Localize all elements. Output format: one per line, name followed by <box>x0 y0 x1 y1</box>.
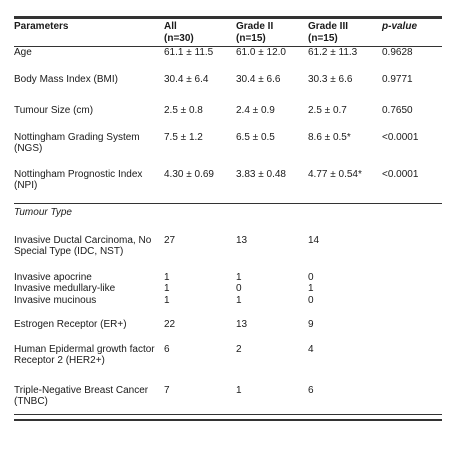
table-row <box>14 344 442 385</box>
cell-p-value: <0.0001 <box>382 131 419 143</box>
table-row <box>14 74 442 105</box>
table-row <box>14 169 442 204</box>
table-row <box>14 235 442 272</box>
cell-grade-3: 6 <box>308 384 314 396</box>
cell-all: 7 <box>164 384 170 396</box>
header-all: All (n=30) <box>164 19 236 47</box>
header-parameters: Parameters <box>14 19 164 47</box>
cell-grade-2: 13 <box>236 318 248 330</box>
row-ngs-label: Nottingham Grading System (NGS) <box>14 131 140 154</box>
cell-grade-2: 61.0 ± 12.0 <box>236 47 286 58</box>
section-title-tumour-type: Tumour Type <box>14 207 72 218</box>
row-bmi-label: Body Mass Index (BMI) <box>14 73 118 85</box>
cell-all: 1 <box>164 271 170 283</box>
header-p-value: p-value <box>382 19 442 47</box>
table-row <box>14 272 442 284</box>
cell-p-value <box>382 344 442 385</box>
table-row <box>14 47 442 74</box>
cell-grade-3: 30.3 ± 6.6 <box>308 73 353 85</box>
header-grade-2: Grade II (n=15) <box>236 19 308 47</box>
cell-p-value <box>382 295 442 319</box>
table-row <box>14 283 442 295</box>
spacer-row <box>14 222 442 235</box>
cell-grade-3: 9 <box>308 318 314 330</box>
cell-grade-2: 2 <box>236 343 242 355</box>
cell-grade-2: 0 <box>236 283 242 294</box>
row-apocrine-label: Invasive apocrine <box>14 271 92 283</box>
table-row <box>14 385 442 414</box>
table-row <box>14 132 442 169</box>
cell-p-value: 0.9771 <box>382 73 413 85</box>
cell-all: 22 <box>164 318 176 330</box>
cell-p-value: <0.0001 <box>382 168 419 180</box>
cell-p-value: 0.7650 <box>382 104 413 116</box>
cell-p-value <box>382 319 442 344</box>
cell-grade-3: 2.5 ± 0.7 <box>308 104 347 116</box>
row-her2-label: Human Epidermal growth factor Receptor 2 (HER2+) <box>14 343 155 366</box>
cell-grade-2: 2.4 ± 0.9 <box>236 104 275 116</box>
cell-grade-3: 0 <box>308 271 314 283</box>
cell-all: 7.5 ± 1.2 <box>164 131 203 143</box>
cell-grade-3: 1 <box>308 283 314 294</box>
row-tumour-size-label: Tumour Size (cm) <box>14 104 94 116</box>
cell-p-value <box>382 283 442 295</box>
cell-p-value <box>382 235 442 272</box>
row-er-label: Estrogen Receptor (ER+) <box>14 318 127 330</box>
data-table-container <box>14 16 442 421</box>
cell-all: 61.1 ± 11.5 <box>164 47 214 58</box>
row-tnbc-label: Triple-Negative Breast Cancer (TNBC) <box>14 384 149 407</box>
cell-grade-2: 6.5 ± 0.5 <box>236 131 275 143</box>
parameters-table <box>14 19 442 414</box>
table-header-row <box>14 19 442 47</box>
cell-grade-3: 61.2 ± 11.3 <box>308 47 358 58</box>
table-row <box>14 319 442 344</box>
cell-p-value <box>382 385 442 414</box>
cell-all: 2.5 ± 0.8 <box>164 104 203 116</box>
table-row <box>14 105 442 132</box>
cell-grade-2: 3.83 ± 0.48 <box>236 168 286 180</box>
cell-grade-2: 1 <box>236 384 242 396</box>
cell-all: 30.4 ± 6.4 <box>164 73 209 85</box>
row-mucinous-label: Invasive mucinous <box>14 294 97 306</box>
cell-grade-2: 30.4 ± 6.6 <box>236 73 281 85</box>
cell-grade-3: 0 <box>308 294 314 306</box>
cell-p-value <box>382 272 442 284</box>
row-medullary-label: Invasive medullary-like <box>14 283 116 294</box>
section-heading-row <box>14 204 442 222</box>
cell-grade-3: 14 <box>308 234 320 246</box>
cell-all: 1 <box>164 283 170 294</box>
row-age-label: Age <box>14 47 32 58</box>
cell-grade-3: 8.6 ± 0.5* <box>308 131 351 143</box>
cell-all: 6 <box>164 343 170 355</box>
row-npi-label: Nottingham Prognostic Index (NPI) <box>14 168 143 191</box>
cell-grade-3: 4.77 ± 0.54* <box>308 168 362 180</box>
cell-grade-2: 13 <box>236 234 248 246</box>
row-idc-nst-label: Invasive Ductal Carcinoma, No Special Type (IDC, NST) <box>14 234 152 257</box>
bottom-rule <box>14 414 442 421</box>
cell-grade-3: 4 <box>308 343 314 355</box>
cell-grade-2: 1 <box>236 271 242 283</box>
cell-all: 27 <box>164 234 176 246</box>
cell-p-value: 0.9628 <box>382 47 413 58</box>
table-row <box>14 295 442 319</box>
cell-all: 1 <box>164 294 170 306</box>
cell-grade-2: 1 <box>236 294 242 306</box>
header-grade-3: Grade III (n=15) <box>308 19 382 47</box>
cell-all: 4.30 ± 0.69 <box>164 168 214 180</box>
